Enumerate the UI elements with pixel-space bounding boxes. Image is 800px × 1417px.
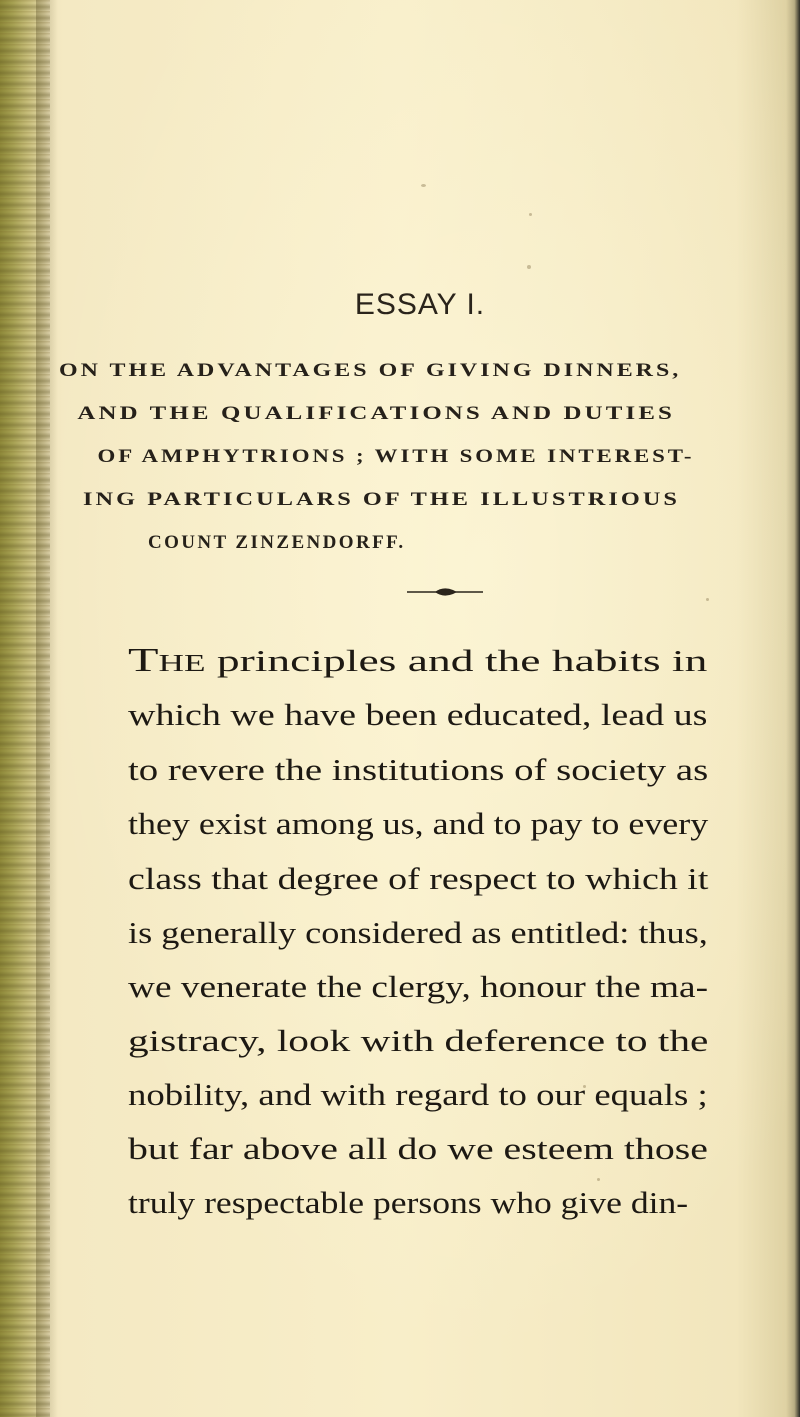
body-line: truly respectable persons who give din-: [128, 1185, 689, 1220]
body-line: is generally considered as entitled: thus,: [128, 915, 708, 950]
body-line: class that degree of respect to which it: [128, 861, 709, 896]
page-edge: [786, 0, 800, 1417]
body-line: they exist among us, and to pay to every: [128, 806, 709, 841]
first-word: The: [128, 642, 206, 679]
subtitle-line: OF AMPHYTRIONS ; WITH SOME INTEREST-: [97, 446, 695, 467]
body-line: we venerate the clergy, honour the ma-: [128, 969, 709, 1004]
body-line: gistracy, look with deference to the: [128, 1023, 709, 1058]
paper-speck: [421, 184, 426, 187]
rule-ornament-icon: [405, 585, 485, 599]
subtitle-line: ON THE ADVANTAGES OF GIVING DINNERS,: [58, 360, 682, 381]
body-line: [128, 642, 707, 680]
subtitle-line: AND THE QUALIFICATIONS AND DUTIES: [77, 403, 676, 424]
body-line-text: principles and the habits in: [205, 643, 708, 678]
paper-speck: [527, 265, 531, 269]
body-line: which we have been educated, lead us: [128, 697, 708, 732]
essay-title: ESSAY I.: [354, 288, 486, 321]
paper-speck: [706, 598, 709, 601]
subtitle-line: COUNT ZINZENDORFF.: [148, 532, 406, 553]
body-line: but far above all do we esteem those: [128, 1131, 708, 1166]
paper-speck: [597, 1178, 600, 1181]
paper-speck: [529, 213, 532, 216]
binding-shadow: [36, 0, 58, 1417]
subtitle-line: ING PARTICULARS OF THE ILLUSTRIOUS: [83, 489, 680, 510]
body-line: to revere the institutions of society as: [128, 752, 709, 787]
body-line: nobility, and with regard to our equals ;: [128, 1077, 708, 1112]
